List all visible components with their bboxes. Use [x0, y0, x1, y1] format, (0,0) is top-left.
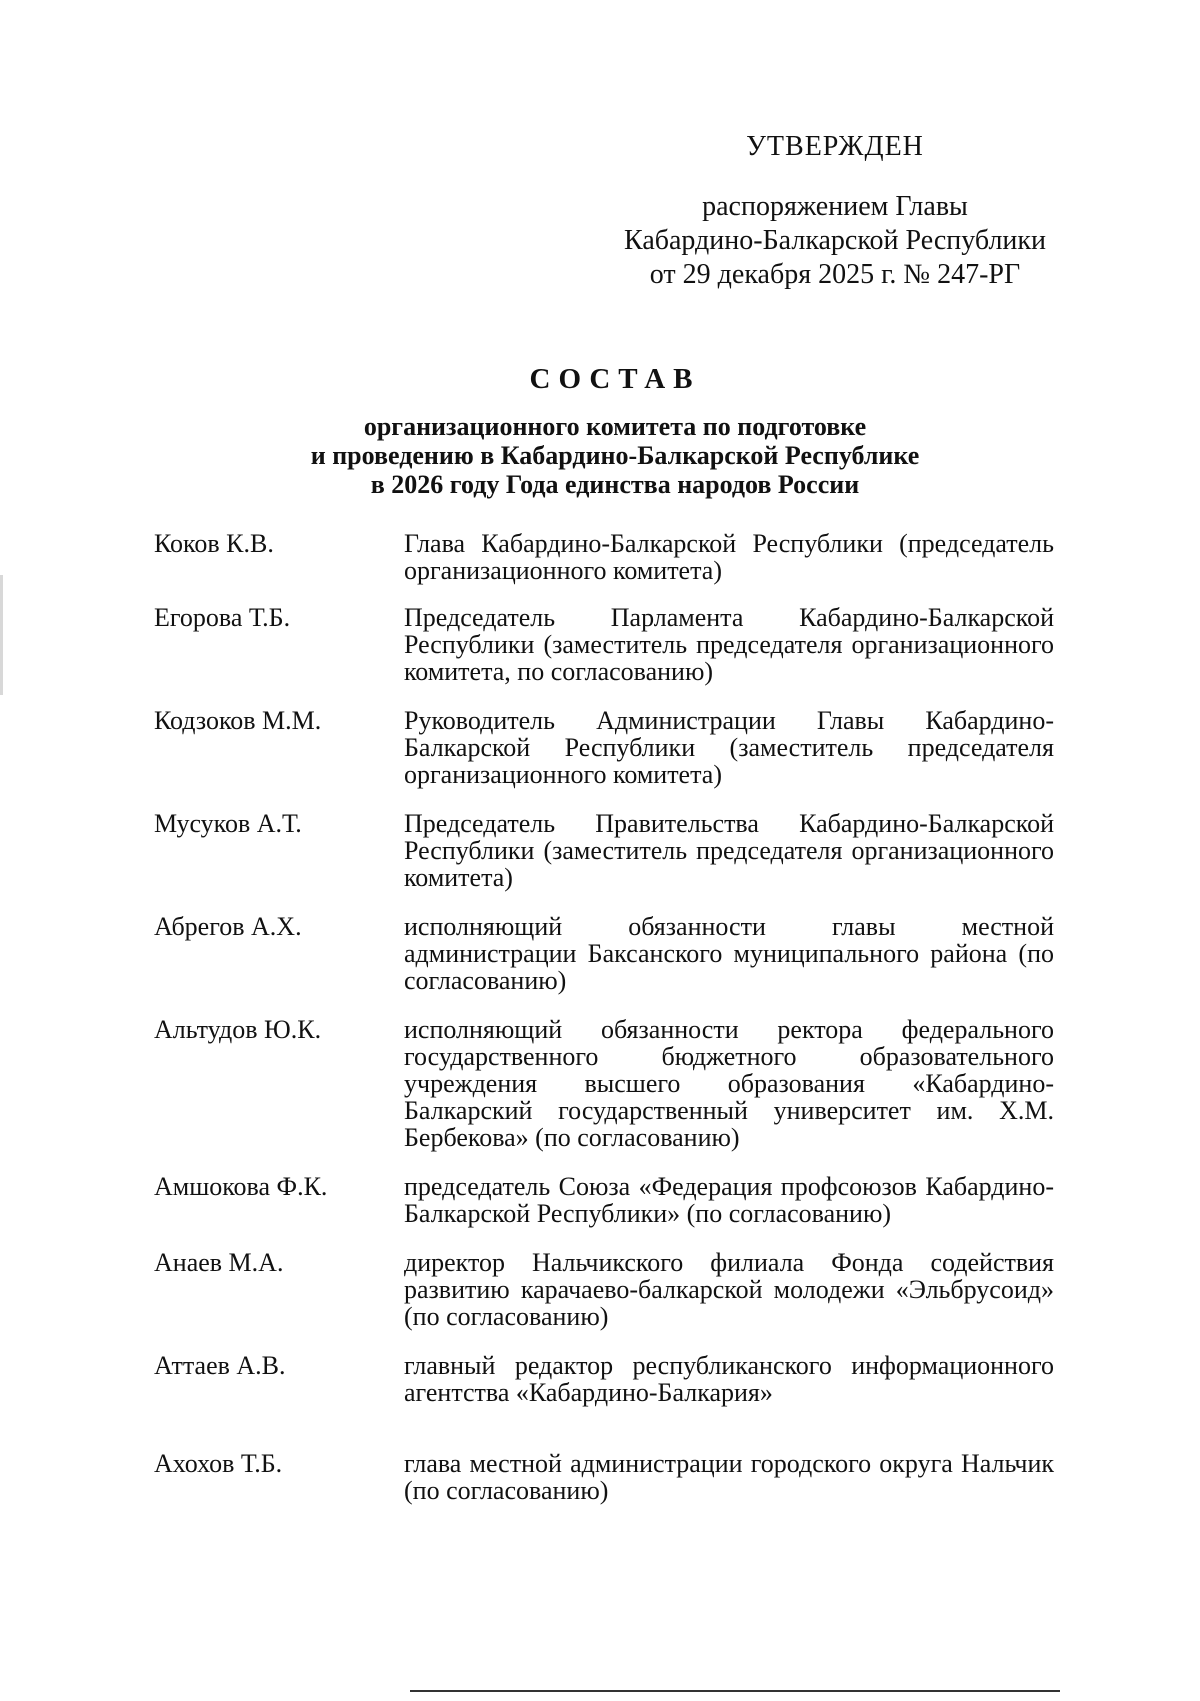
member-row — [154, 1352, 1054, 1406]
member-row — [154, 1173, 1054, 1227]
approval-line-3: от 29 декабря 2025 г. № 247-РГ — [649, 259, 1021, 290]
member-role: Председатель Парламента Кабардино-Балкарской Республики (заместитель председателя организационного комитета, по согласованию) — [404, 603, 1054, 686]
document-title: СОСТАВ — [529, 363, 701, 395]
member-name: Коков К.В. — [154, 529, 274, 558]
member-role: Глава Кабардино-Балкарской Республики (председатель организационного комитета) — [404, 529, 1054, 585]
member-row — [154, 1450, 1054, 1504]
member-name: Мусуков А.Т. — [154, 809, 302, 838]
member-name: Егорова Т.Б. — [154, 603, 291, 632]
member-row — [154, 1249, 1054, 1330]
member-name: Кодзоков М.М. — [154, 706, 322, 735]
document-heading — [150, 363, 1080, 499]
member-row — [154, 530, 1054, 584]
document-subtitle-line-3: в 2026 году Года единства народов России — [370, 470, 860, 499]
approval-stamp: УТВЕРЖДЕН — [746, 131, 924, 162]
member-name: Анаев М.А. — [154, 1248, 284, 1277]
member-row — [154, 810, 1054, 891]
member-name: Альтудов Ю.К. — [154, 1015, 322, 1044]
member-row — [154, 707, 1054, 788]
member-role: Руководитель Администрации Главы Кабардино-Балкарской Республики (заместитель председателя организационного комитета) — [404, 706, 1054, 789]
member-row — [154, 1016, 1054, 1151]
member-name: Ахохов Т.Б. — [154, 1449, 283, 1478]
document-subtitle-line-2: и проведению в Кабардино-Балкарской Республике — [310, 441, 920, 470]
member-role: председатель Союза «Федерация профсоюзов Кабардино-Балкарской Республики» (по согласованию) — [404, 1172, 1054, 1228]
member-role: исполняющий обязанности ректора федерального государственного бюджетного образовательного учреждения высшего образования «Кабардино-Балкарский государственный университет им. Х.М. Бербекова» (по согласованию) — [404, 1015, 1054, 1152]
member-role: Председатель Правительства Кабардино-Балкарской Республики (заместитель председателя организационного комитета) — [404, 809, 1054, 892]
scan-edge-mark — [0, 575, 3, 695]
bottom-rule — [410, 1690, 1060, 1692]
member-role: директор Нальчикского филиала Фонда содействия развитию карачаево-балкарской молодежи «Эльбрусоид» (по согласованию) — [404, 1248, 1054, 1331]
approval-block — [600, 130, 1070, 292]
member-name: Амшокова Ф.К. — [154, 1172, 328, 1201]
approval-line-1: распоряжением Главы — [702, 191, 968, 222]
member-row — [154, 913, 1054, 994]
member-role: исполняющий обязанности главы местной администрации Баксанского муниципального района (по согласованию) — [404, 912, 1054, 995]
member-role: глава местной администрации городского округа Нальчик (по согласованию) — [404, 1449, 1054, 1505]
member-role: главный редактор республиканского информационного агентства «Кабардино-Балкария» — [404, 1351, 1054, 1407]
approval-line-2: Кабардино-Балкарской Республики — [624, 225, 1046, 256]
member-name: Абрегов А.Х. — [154, 912, 302, 941]
document-subtitle-line-1: организационного комитета по подготовке — [363, 412, 867, 441]
member-name: Аттаев А.В. — [154, 1351, 286, 1380]
members-list — [154, 530, 1054, 1504]
member-row — [154, 604, 1054, 685]
